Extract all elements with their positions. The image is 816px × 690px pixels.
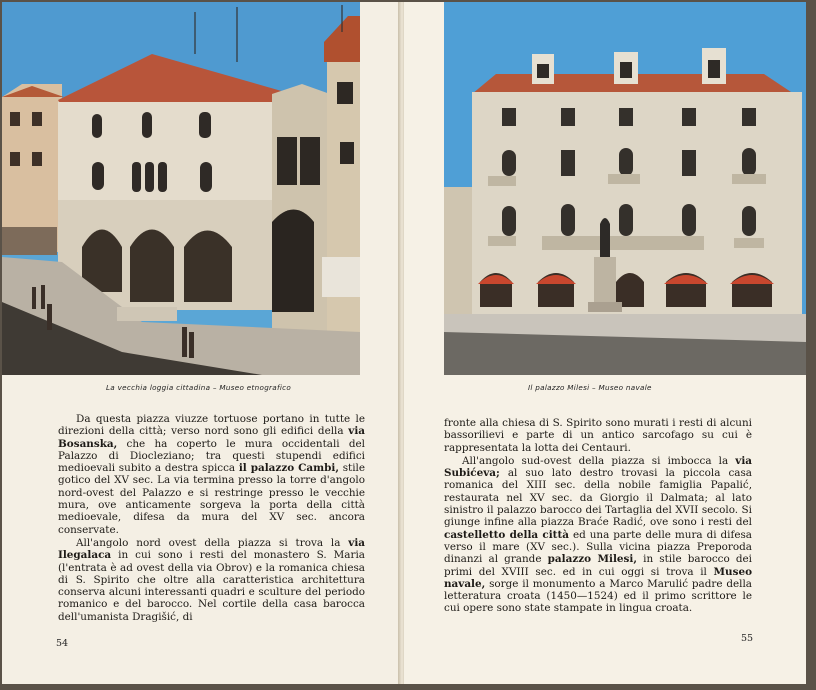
right-page	[404, 2, 806, 684]
text-run: ed una parte delle mura di difesa verso il mare (XV sec.). Sulla vicina piazza Preporoda dinanzi al grande	[444, 528, 752, 566]
text-run: in stile barocco dei primi del XVIII sec. ed in cui oggi si trova il	[444, 553, 753, 578]
bold-term: via Bosanska,	[58, 425, 365, 450]
body-paragraph	[444, 417, 752, 454]
text-run: in cui sono i resti del monastero S. Maria (l'entrata è ad ovest della via Obrov) e la romanica chiesa di S. Spirito che oltre alla caratteristica architettura conserva alcuni interessanti quadri e sculture del periodo romanico e del barocco. Nel cortile della casa barocca dell'umanista Dragišić, di	[58, 549, 365, 623]
bold-term: via Subićeva;	[444, 454, 752, 480]
bold-term: palazzo Milesi,	[547, 553, 637, 566]
text-run: sorge il monumento a Marco Marulić padre della letteratura croata (1450—1524) ed il primo scrittore le cui opere sono state stampate in lingua croata.	[444, 577, 752, 615]
milesi-caption: Il palazzo Milesi – Museo navale	[528, 383, 652, 392]
milesi-palace-photo-illustration	[444, 2, 806, 375]
bold-term: il palazzo Cambi,	[238, 462, 339, 475]
page-number: 54	[56, 638, 69, 649]
body-paragraph	[444, 455, 752, 615]
loggia-caption: La vecchia loggia cittadina – Museo etnografico	[106, 383, 292, 392]
text-run: Da questa piazza viuzze tortuose portano in tutte le direzioni della città; verso nord sono gli edifici della	[58, 413, 365, 438]
body-paragraph	[58, 537, 365, 623]
loggia-photo-illustration	[2, 2, 360, 375]
milesi-palace-photo	[444, 2, 806, 375]
left-page	[2, 2, 400, 684]
text-run: stile gotico del XV sec. La via termina presso la torre d'angolo nord-ovest del Palazzo e si restringe presso le vecchie mura, ove anticamente sorgeva la porta della città medioevale, difesa da mura del XV sec. ancora conservate.	[58, 462, 366, 536]
bold-term: Museo navale,	[444, 565, 752, 590]
bold-term: castelletto della città	[444, 528, 570, 541]
left-body-text	[58, 413, 365, 623]
text-run: che ha coperto le mura occidentali del Palazzo di Diocleziano; tra questi stupendi edifici medioevali subito a destra spicca	[58, 437, 365, 475]
bold-term: via Ilegalaca	[58, 536, 365, 562]
page-number: 55	[741, 633, 754, 644]
text-run: fronte alla chiesa di S. Spirito sono murati i resti di alcuni bassorilievi e parte di un antico sarcofago su cui è rappresentata la lotta dei Centauri.	[444, 417, 752, 454]
text-run: All'angolo sud-ovest della piazza si imbocca la	[462, 454, 736, 467]
text-run: al suo lato destro trovasi la piccola casa romanica del XIII sec. della nobile famiglia Papalić, restaurata nel XV sec. da Giorgio il Dalmata; al lato sinistro il palazzo barocco dei Tartaglia del XVII secolo. Si giunge infine alla piazza Braće Radić, ove sono i resti del	[444, 467, 752, 529]
text-run: All'angolo nord ovest della piazza si trova la	[76, 536, 349, 549]
right-body-text	[444, 417, 752, 615]
body-paragraph	[58, 413, 365, 536]
loggia-photo	[2, 2, 360, 375]
